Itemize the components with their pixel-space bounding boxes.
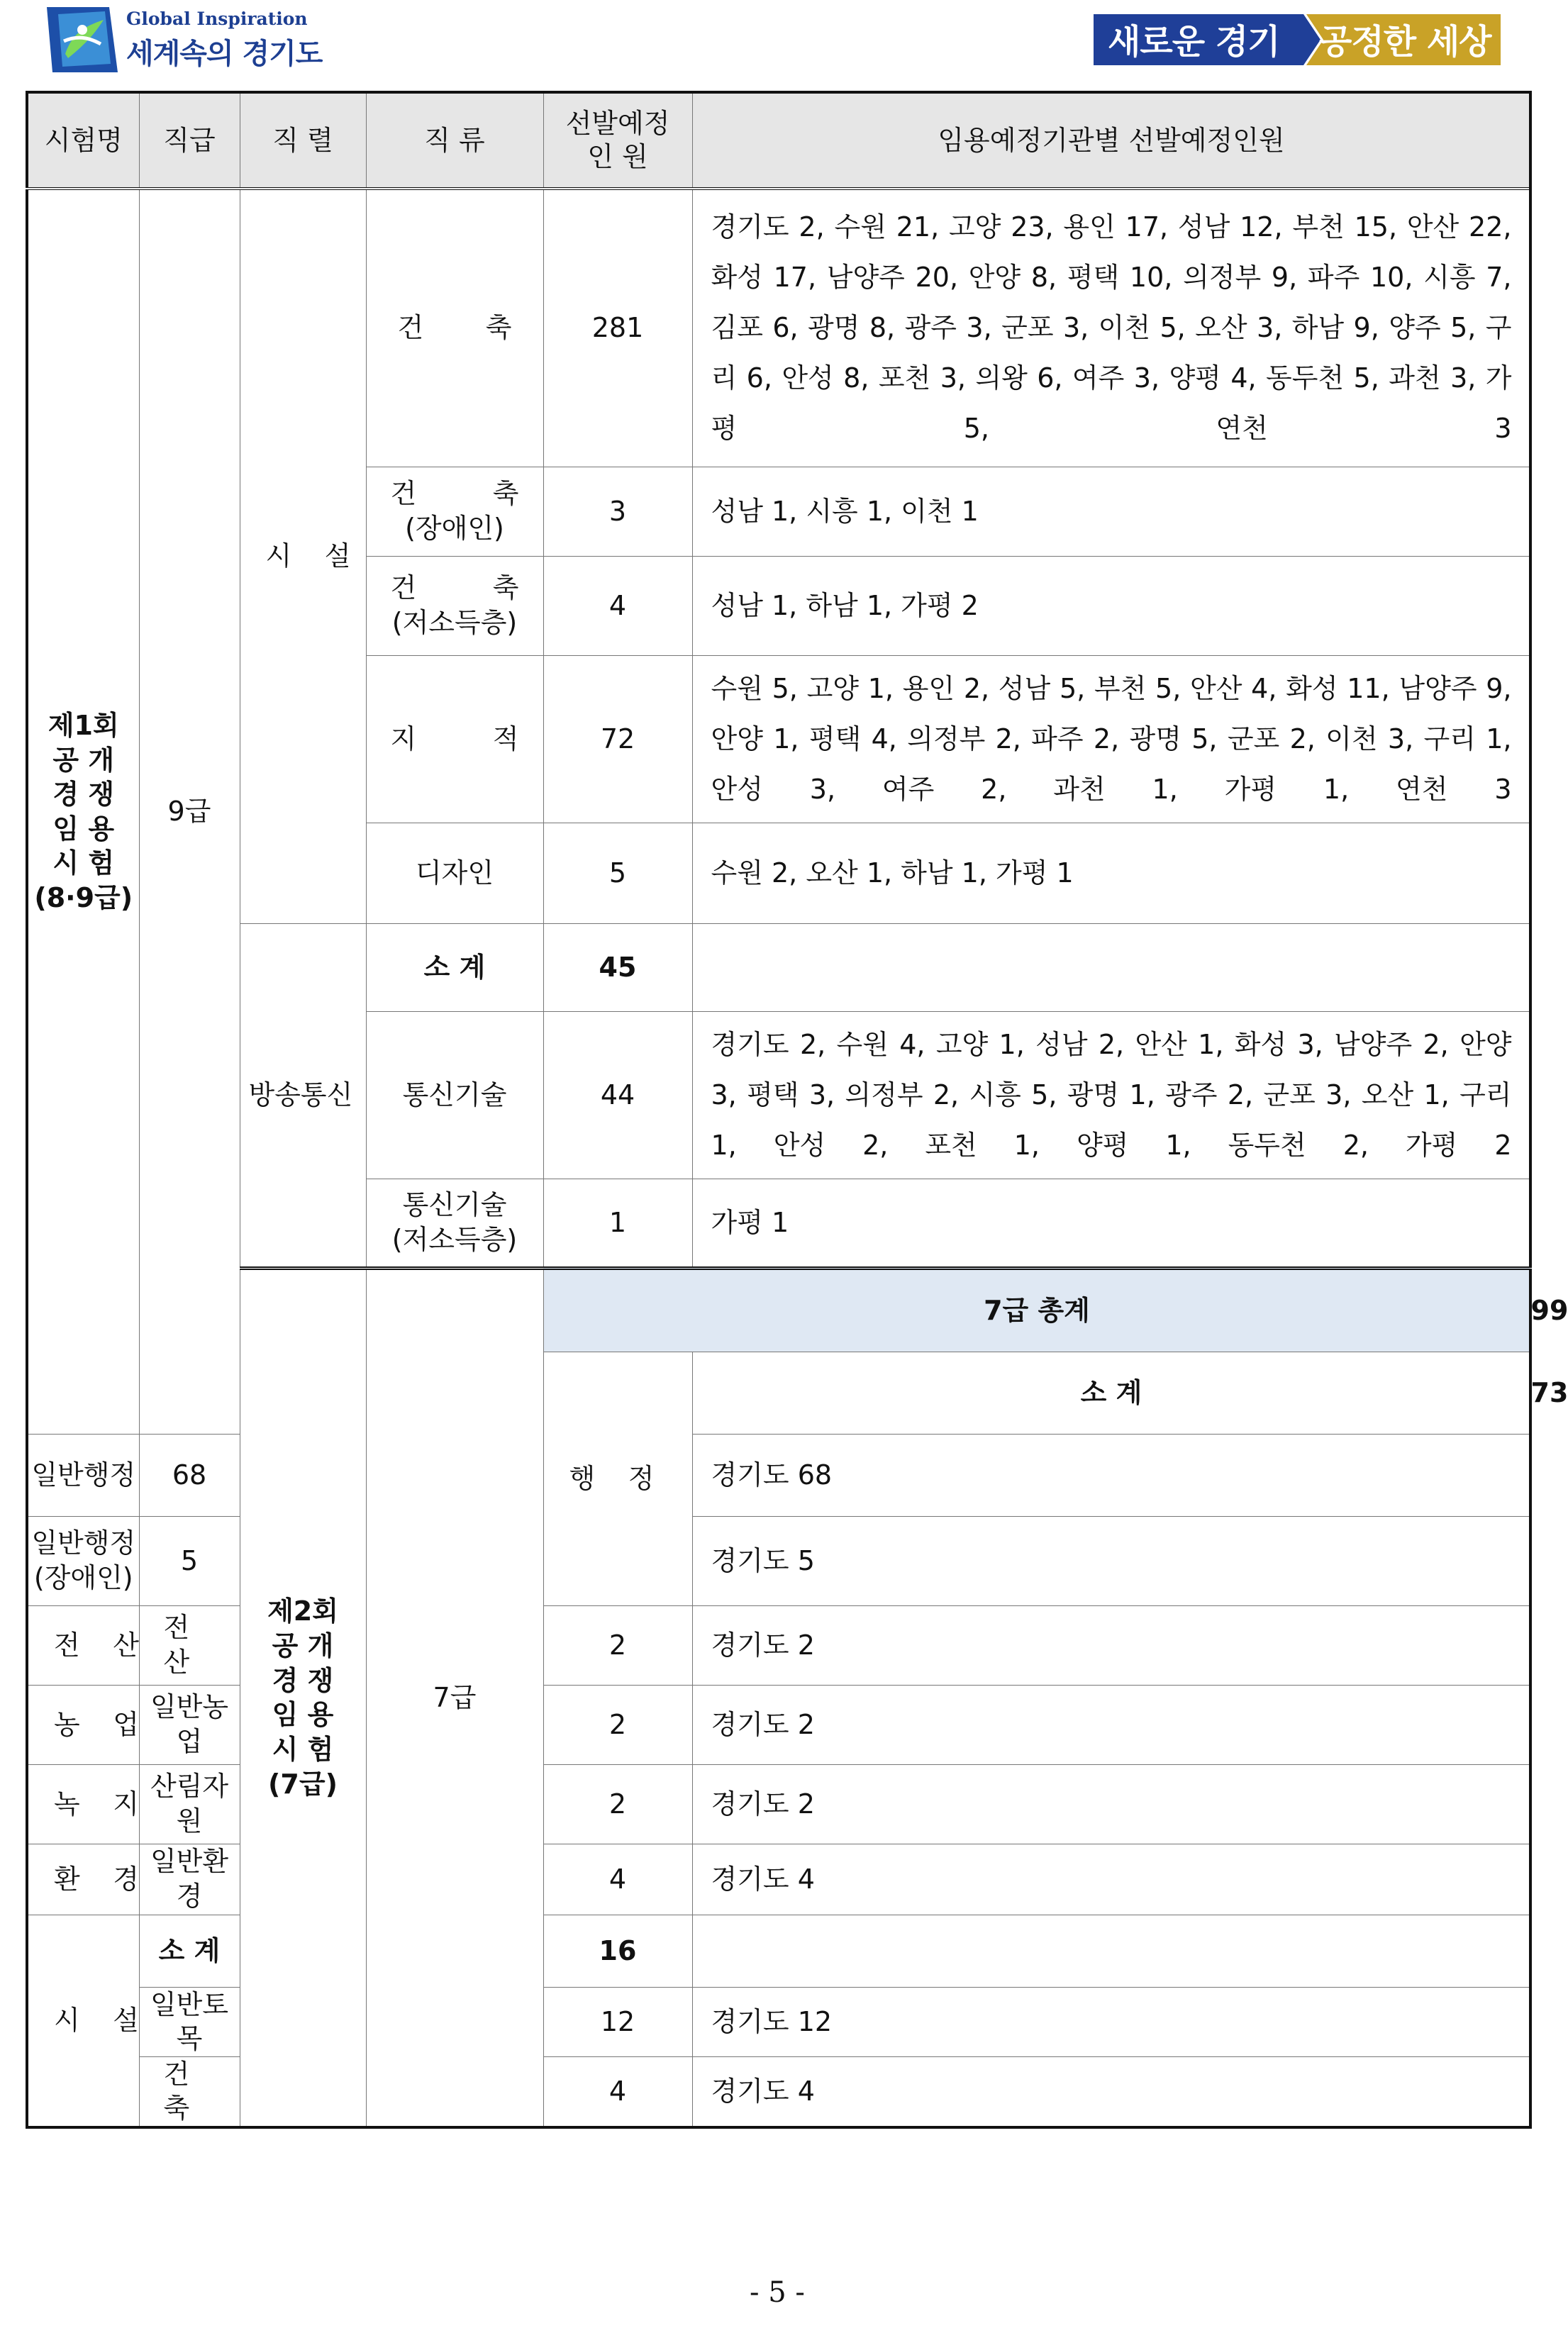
count-cell: 5 (139, 1516, 240, 1605)
table-row (27, 923, 1530, 1011)
table-row: 제2회 공 개 경 쟁 임 용 시 험 (7급) 7급 7급 총계 99 (27, 1268, 1530, 1352)
type-cell: 통신기술 (저소득층) (366, 1179, 543, 1268)
count-cell: 1 (543, 1179, 692, 1268)
type-cell: 일반토목 (139, 1987, 240, 2056)
type-cell: 건 축 (저소득층) (366, 556, 543, 655)
header-count: 선발예정 인 원 (543, 92, 692, 189)
slogan-text-fair: 공정한 세상 (1319, 22, 1491, 62)
detail-cell: 경기도 4 (692, 2056, 1530, 2127)
table-row: 행 정 소 계 73 (27, 1352, 1530, 1434)
count-cell: 2 (543, 1685, 692, 1764)
page-header (0, 0, 1555, 79)
facility-series: 시 설 (27, 1915, 139, 2127)
admin-series: 행 정 (543, 1352, 692, 1605)
header-detail: 임용예정기관별 선발예정인원 (692, 92, 1530, 189)
type-cell: 통신기술 (366, 1011, 543, 1179)
detail-cell: 수원 2, 오산 1, 하남 1, 가평 1 (692, 823, 1530, 923)
type-cell: 일반행정 (장애인) (27, 1516, 139, 1605)
gyeonggi-emblem-icon (44, 4, 121, 75)
page-number: - 5 - (750, 2276, 805, 2309)
detail-cell: 경기도 2 (692, 1685, 1530, 1764)
subtotal-label: 소 계 (692, 1352, 1530, 1434)
type-cell: 일반행정 (27, 1434, 139, 1516)
table-row (27, 189, 1530, 467)
grade7-total-label: 7급 총계 (543, 1268, 1530, 1352)
subtotal-label: 소 계 (366, 923, 543, 1011)
detail-cell (692, 923, 1530, 1011)
count-cell: 4 (543, 1844, 692, 1915)
subtotal-count: 16 (543, 1915, 692, 1987)
count-cell: 68 (139, 1434, 240, 1516)
detail-cell: 성남 1, 하남 1, 가평 2 (692, 556, 1530, 655)
count-cell: 4 (543, 556, 692, 655)
subtotal-count: 45 (543, 923, 692, 1011)
header-type: 직 류 (366, 92, 543, 189)
count-cell: 5 (543, 823, 692, 923)
type-cell: 지 적 (366, 655, 543, 823)
detail-cell: 경기도 5 (692, 1516, 1530, 1605)
count-cell: 44 (543, 1011, 692, 1179)
slogan-banner (1094, 10, 1505, 69)
detail-cell: 가평 1 (692, 1179, 1530, 1268)
detail-cell: 경기도 12 (692, 1987, 1530, 2056)
count-cell: 12 (543, 1987, 692, 2056)
count-cell: 2 (543, 1764, 692, 1844)
subtotal-label: 소 계 (139, 1915, 240, 1987)
exam1-series-facility: 시 설 (240, 189, 366, 923)
exam2-name: 제2회 공 개 경 쟁 임 용 시 험 (7급) (240, 1268, 366, 2127)
type-cell: 건 축 (장애인) (366, 467, 543, 556)
detail-cell: 수원 5, 고양 1, 용인 2, 성남 5, 부천 5, 안산 4, 화성 11, 남양주 9, 안양 1, 평택 4, 의정부 2, 파주 2, 광명 5, 군포 2, 이천 3, 구리 1, 안성 3, 여주 2, 과천 1, 가평 1, 연천 3 (692, 655, 1530, 823)
header-series: 직 렬 (240, 92, 366, 189)
count-cell: 2 (543, 1605, 692, 1685)
logo-korean-text: 세계속의 경기도 (126, 38, 323, 70)
exam1-name: 제1회 공 개 경 쟁 임 용 시 험 (8·9급) (27, 189, 139, 1434)
series-cell: 환 경 (27, 1844, 139, 1915)
header-exam-name: 시험명 (27, 92, 139, 189)
count-cell: 281 (543, 189, 692, 467)
gyeonggi-logo (44, 4, 323, 75)
table-header-row (27, 92, 1530, 189)
slogan-text-new: 새로운 경기 (1108, 22, 1280, 62)
type-cell: 건 축 (139, 2056, 240, 2127)
detail-cell: 경기도 2 (692, 1764, 1530, 1844)
type-cell: 일반환경 (139, 1844, 240, 1915)
exam1-grade: 9급 (139, 189, 240, 1434)
type-cell: 전 산 (139, 1605, 240, 1685)
exam1-series-broadcast: 방송통신 (240, 923, 366, 1268)
logo-english-text: Global Inspiration (126, 9, 308, 29)
detail-cell: 성남 1, 시흥 1, 이천 1 (692, 467, 1530, 556)
header-grade: 직급 (139, 92, 240, 189)
detail-cell: 경기도 68 (692, 1434, 1530, 1516)
detail-cell: 경기도 2 (692, 1605, 1530, 1685)
type-cell: 일반농업 (139, 1685, 240, 1764)
count-cell: 72 (543, 655, 692, 823)
type-cell: 건 축 (366, 189, 543, 467)
detail-cell: 경기도 2, 수원 21, 고양 23, 용인 17, 성남 12, 부천 15, 안산 22, 화성 17, 남양주 20, 안양 8, 평택 10, 의정부 9, 파주 10, 시흥 7, 김포 6, 광명 8, 광주 3, 군포 3, 이천 5, 오산 3, 하남 9, 양주 5, 구리 6, 안성 8, 포천 3, 의왕 6, 여주 3, 양평 4, 동두천 5, 과천 3, 가평 5, 연천 3 (692, 189, 1530, 467)
series-cell: 전 산 (27, 1605, 139, 1685)
count-cell: 3 (543, 467, 692, 556)
count-cell: 4 (543, 2056, 692, 2127)
detail-cell (692, 1915, 1530, 1987)
type-cell: 디자인 (366, 823, 543, 923)
detail-cell: 경기도 2, 수원 4, 고양 1, 성남 2, 안산 1, 화성 3, 남양주 2, 안양 3, 평택 3, 의정부 2, 시흥 5, 광명 1, 광주 2, 군포 3, 오산 1, 구리 1, 안성 2, 포천 1, 양평 1, 동두천 2, 가평 2 (692, 1011, 1530, 1179)
type-cell: 산림자원 (139, 1764, 240, 1844)
exam2-grade: 7급 (366, 1268, 543, 2127)
series-cell: 녹 지 (27, 1764, 139, 1844)
detail-cell: 경기도 4 (692, 1844, 1530, 1915)
recruitment-table (26, 91, 1568, 2129)
series-cell: 농 업 (27, 1685, 139, 1764)
